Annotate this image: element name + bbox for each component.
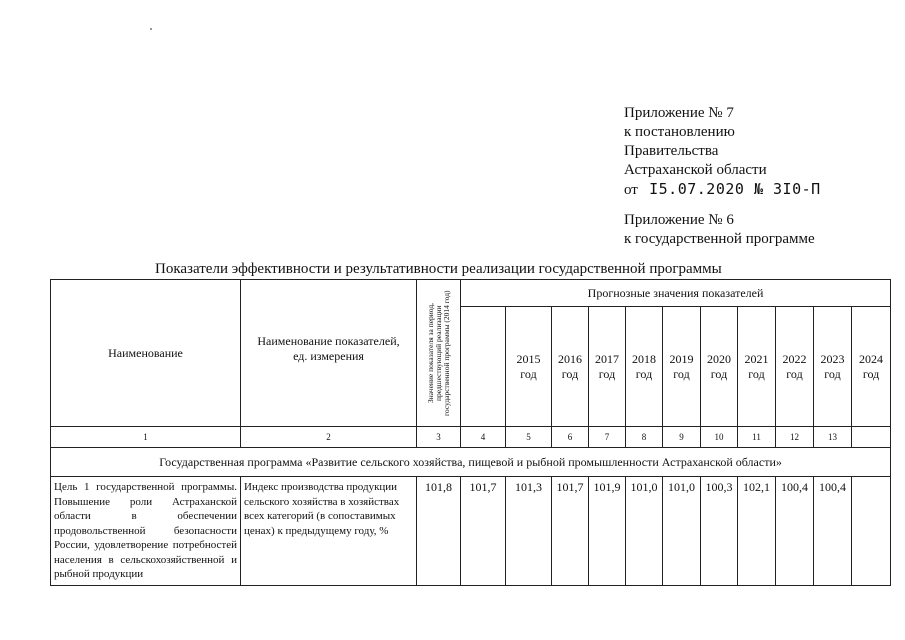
- year-unit: год: [635, 366, 653, 381]
- year-unit: год: [561, 366, 579, 381]
- year-unit: год: [748, 366, 765, 381]
- header-base-value-text: Значение показателя за период, предшествующий реализации государственной программы (2014 год): [425, 290, 451, 416]
- year-header: [701, 307, 738, 427]
- value-cell: 101,9: [589, 477, 626, 586]
- year-unit: год: [862, 366, 880, 381]
- year-header: [506, 307, 552, 427]
- col-number: 13: [814, 427, 852, 448]
- col-number: 4: [461, 427, 506, 448]
- table-row: [51, 477, 891, 586]
- section-heading: Государственная программа «Развитие сельского хозяйства, пищевой и рыбной промышленности Астраханской области»: [51, 448, 891, 477]
- year-unit: год: [673, 366, 690, 381]
- value-cell: 100,3: [701, 477, 738, 586]
- year-header: [626, 307, 663, 427]
- empty-cell: [852, 427, 891, 448]
- appendix-line: Приложение № 6: [624, 212, 734, 228]
- col-number: 7: [589, 427, 626, 448]
- header-forecast: Прогнозные значения показателей: [461, 280, 891, 307]
- year-value: 2023: [820, 351, 845, 366]
- approval-date-line: [624, 180, 821, 200]
- year-value: 2016: [558, 351, 582, 366]
- goal-cell: Цель 1 государственной программы. Повышение роли Астраханской области в обеспечении продовольственной безопасности России, удовлетворение потребностей населения в сельскохозяйственной и рыбной продукции: [51, 477, 241, 586]
- value-cell: 101,0: [663, 477, 701, 586]
- header-indicator-text: Наименование показателей, ед. измерения: [257, 334, 400, 363]
- year-unit: год: [710, 366, 728, 381]
- year-unit: год: [786, 366, 803, 381]
- year-value: 2018: [632, 351, 656, 366]
- header-name: Наименование: [51, 280, 241, 427]
- year-value: 2024: [859, 351, 884, 366]
- approval-line: Астраханской области: [624, 162, 767, 178]
- col-number: 10: [701, 427, 738, 448]
- year-header: [663, 307, 701, 427]
- program-appendix-block: [624, 211, 815, 249]
- approval-block: [624, 104, 821, 200]
- year-header: [589, 307, 626, 427]
- col-number: 5: [506, 427, 552, 448]
- column-numbers-row: [51, 427, 891, 448]
- year-value: 2019: [669, 351, 694, 366]
- scan-speck: [150, 28, 152, 30]
- col-number: 8: [626, 427, 663, 448]
- value-cell: 100,4: [776, 477, 814, 586]
- value-cell: 101,3: [506, 477, 552, 586]
- year-header: [814, 307, 852, 427]
- col-number: 6: [552, 427, 589, 448]
- approval-line: Правительства: [624, 143, 719, 159]
- header-base-value: [417, 280, 461, 427]
- value-cell: 101,7: [552, 477, 589, 586]
- col-number: 2: [241, 427, 417, 448]
- year-header: [852, 307, 891, 427]
- col-number: 9: [663, 427, 701, 448]
- year-unit: год: [598, 366, 616, 381]
- year-unit: год: [520, 366, 537, 381]
- year-value: 2021: [744, 351, 769, 366]
- value-cell: 101,0: [626, 477, 663, 586]
- col-number: 11: [738, 427, 776, 448]
- year-header: [776, 307, 814, 427]
- col-number: 1: [51, 427, 241, 448]
- year-header: [461, 307, 506, 427]
- col-number: 3: [417, 427, 461, 448]
- value-cell: 101,8: [417, 477, 461, 586]
- year-value: 2017: [595, 351, 619, 366]
- date-prefix: от: [624, 182, 638, 198]
- document-title: Показатели эффективности и результативности реализации государственной программы: [155, 261, 722, 277]
- header-indicator: [241, 280, 417, 427]
- indicator-cell: Индекс производства продукции сельского хозяйства в хозяйствах всех категорий (в сопоставимых ценах) к предыдущему году, %: [241, 477, 417, 586]
- year-value: 2022: [782, 351, 807, 366]
- year-header: [738, 307, 776, 427]
- appendix-line: к государственной программе: [624, 231, 815, 247]
- approval-line: Приложение № 7: [624, 105, 734, 121]
- value-cell: 100,4: [814, 477, 852, 586]
- year-value: 2020: [707, 351, 731, 366]
- col-number: 12: [776, 427, 814, 448]
- year-value: 2015: [516, 351, 541, 366]
- value-cell: [852, 477, 891, 586]
- value-cell: 101,7: [461, 477, 506, 586]
- approval-line: к постановлению: [624, 124, 735, 140]
- year-unit: год: [824, 366, 841, 381]
- year-header: [552, 307, 589, 427]
- indicators-table: [50, 279, 891, 586]
- date-stamp: I5.07.2020 № 3I0-П: [649, 180, 821, 198]
- value-cell: 102,1: [738, 477, 776, 586]
